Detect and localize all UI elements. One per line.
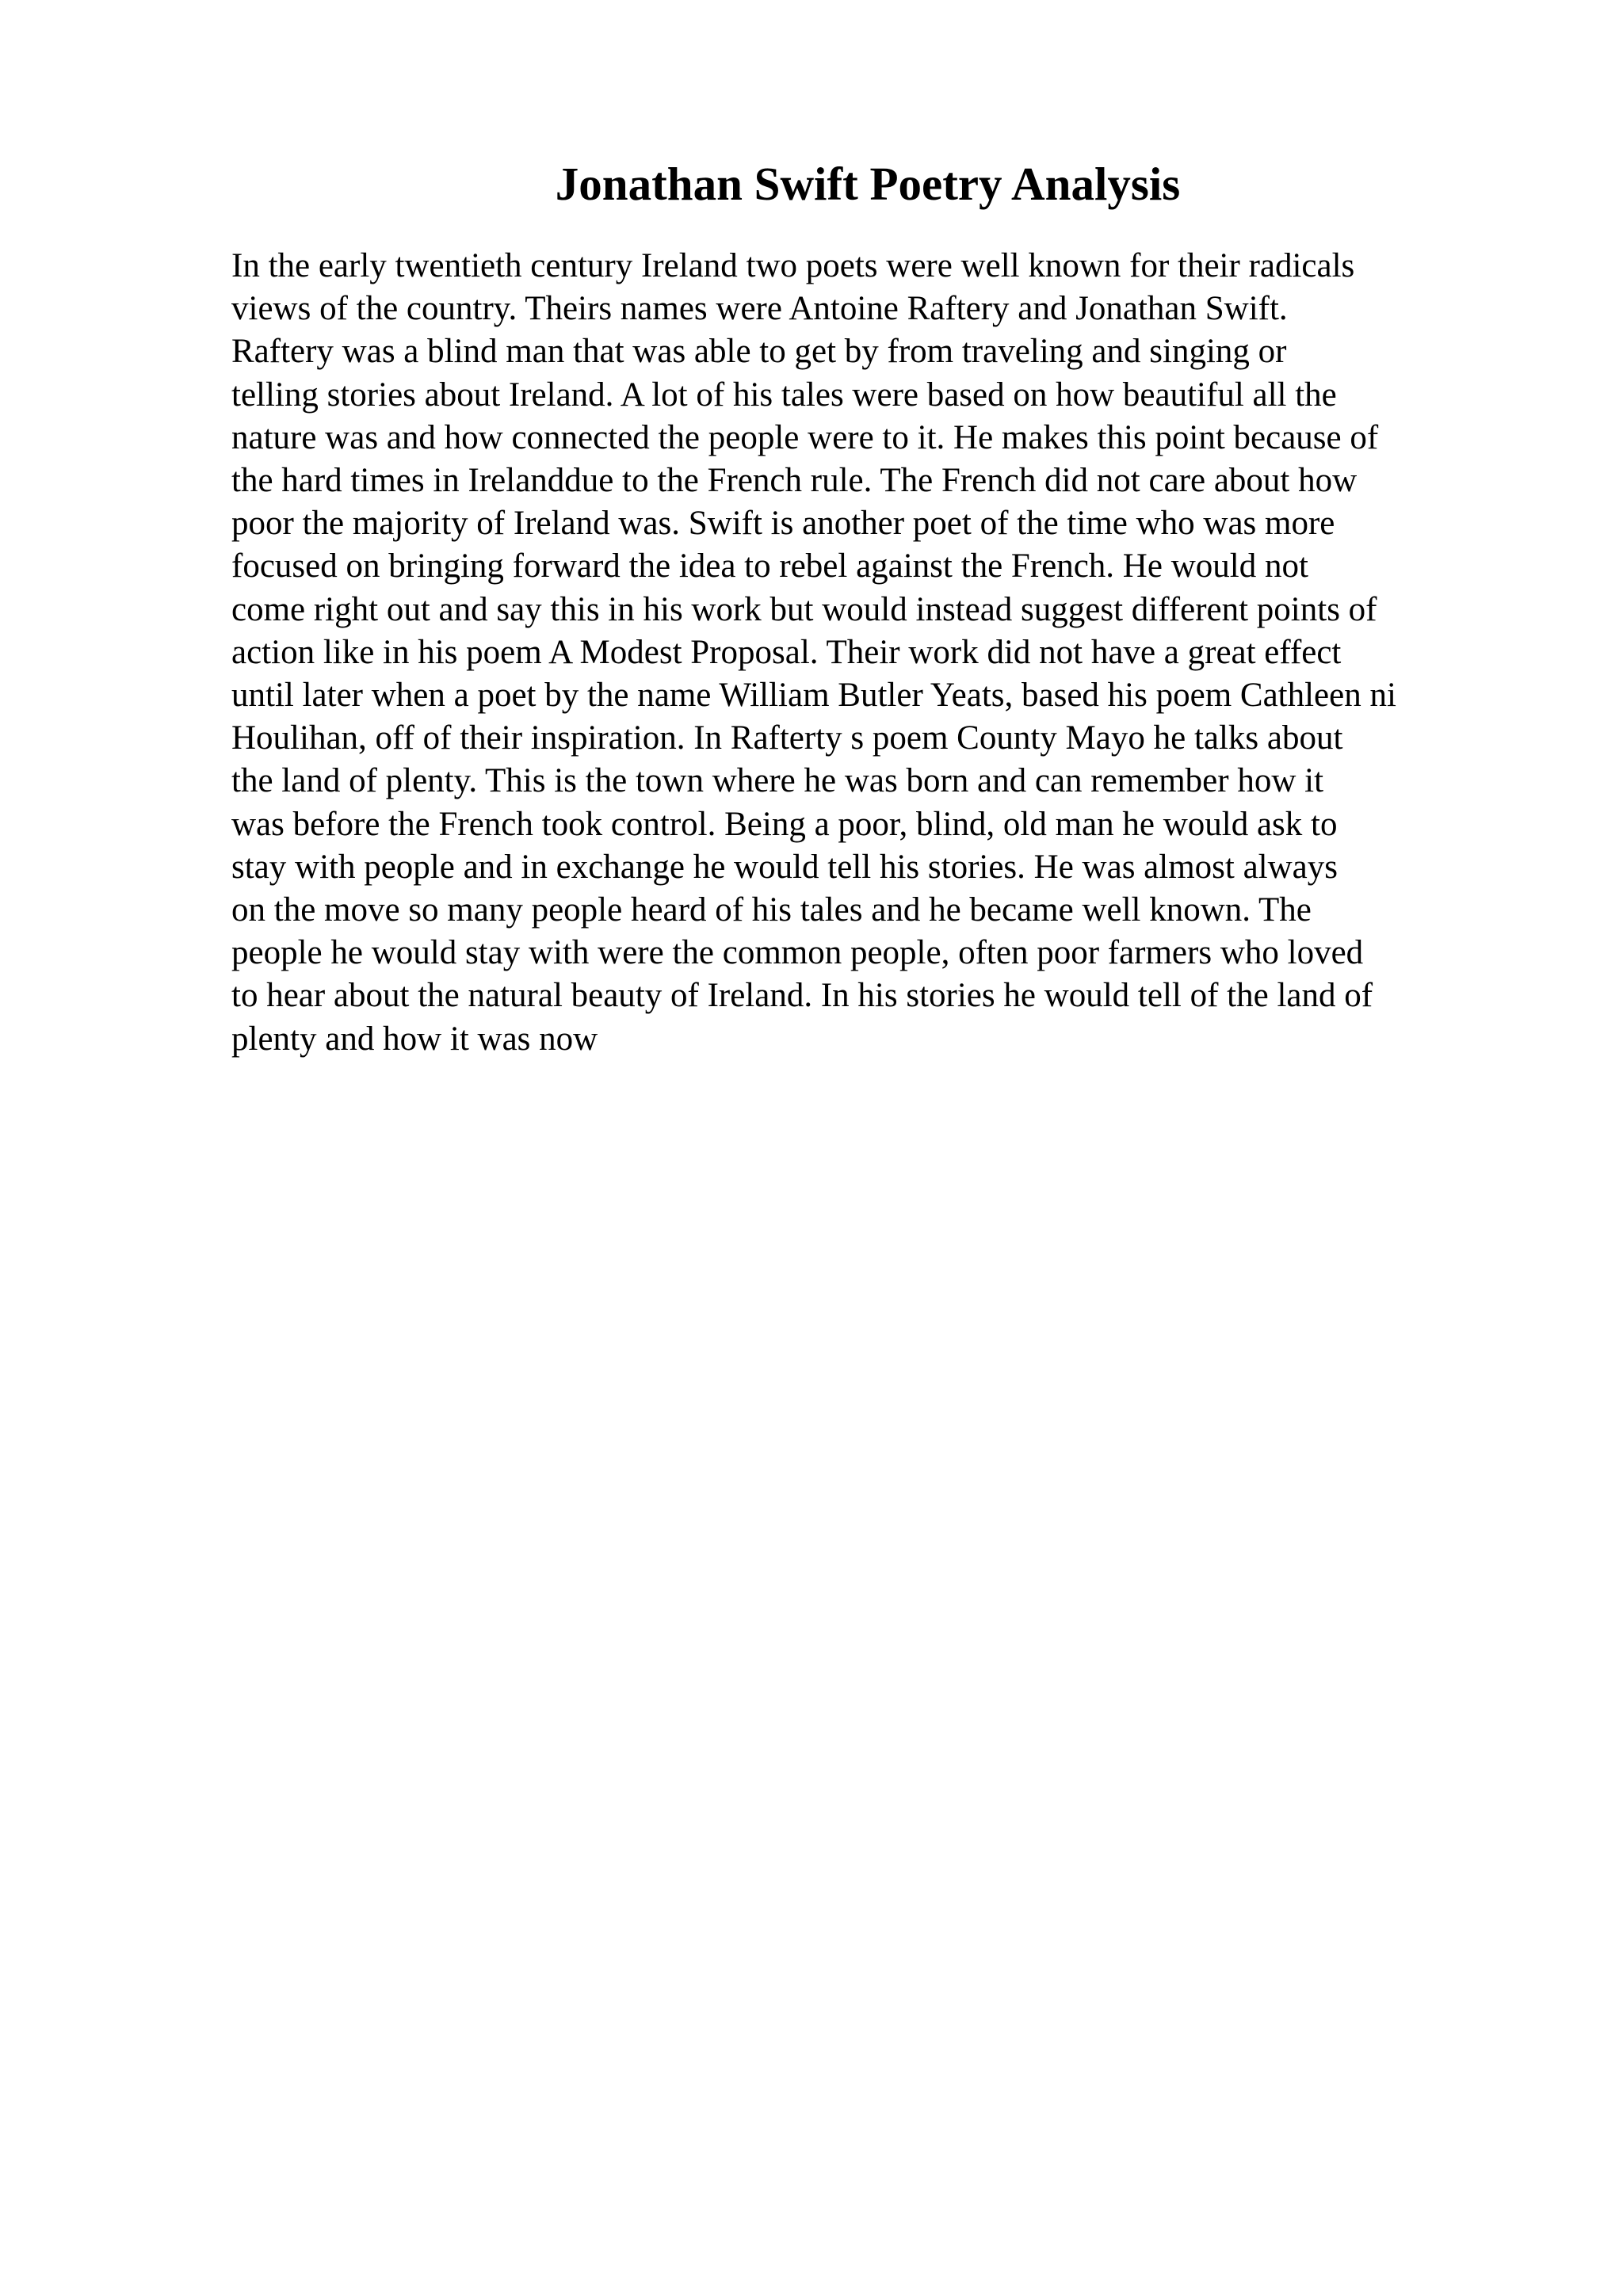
body-line: In the early twentieth century Ireland two poets were well known for their radicals — [231, 247, 1355, 284]
body-line: until later when a poet by the name William Butler Yeats, based his poem Cathleen ni — [231, 677, 1396, 715]
body-line: to hear about the natural beauty of Ireland. In his stories he would tell of the land of — [231, 977, 1373, 1015]
body-line: the hard times in Irelanddue to the French rule. The French did not care about how — [231, 462, 1358, 500]
body-line: action like in his poem A Modest Proposal. Their work did not have a great effect — [231, 633, 1342, 671]
body-line: nature was and how connected the people were to it. He makes this point because of — [231, 418, 1379, 456]
body-line: the land of plenty. This is the town where he was born and can remember how it — [231, 762, 1324, 800]
body-line: come right out and say this in his work but would instead suggest different points of — [231, 590, 1377, 628]
document-title: Jonathan Swift Poetry Analysis — [555, 158, 1181, 210]
body-line: poor the majority of Ireland was. Swift is another poet of the time who was more — [231, 505, 1335, 543]
body-line: telling stories about Ireland. A lot of his tales were based on how beautiful all the — [231, 376, 1337, 414]
body-line: Raftery was a blind man that was able to get by from traveling and singing or — [231, 333, 1287, 371]
body-line: on the move so many people heard of his tales and he became well known. The — [231, 891, 1312, 929]
body-line: Houlihan, off of their inspiration. In Rafterty s poem County Mayo he talks about — [231, 719, 1343, 757]
body-line: plenty and how it was now — [231, 1020, 598, 1058]
body-line: views of the country. Theirs names were Antoine Raftery and Jonathan Swift. — [231, 290, 1288, 328]
body-line: was before the French took control. Being a poor, blind, old man he would ask to — [231, 805, 1338, 843]
document-body — [231, 245, 1594, 1061]
body-line: people he would stay with were the common people, often poor farmers who loved — [231, 934, 1364, 972]
body-line: stay with people and in exchange he would tell his stories. He was almost always — [231, 848, 1338, 886]
body-line: focused on bringing forward the idea to rebel against the French. He would not — [231, 547, 1308, 585]
